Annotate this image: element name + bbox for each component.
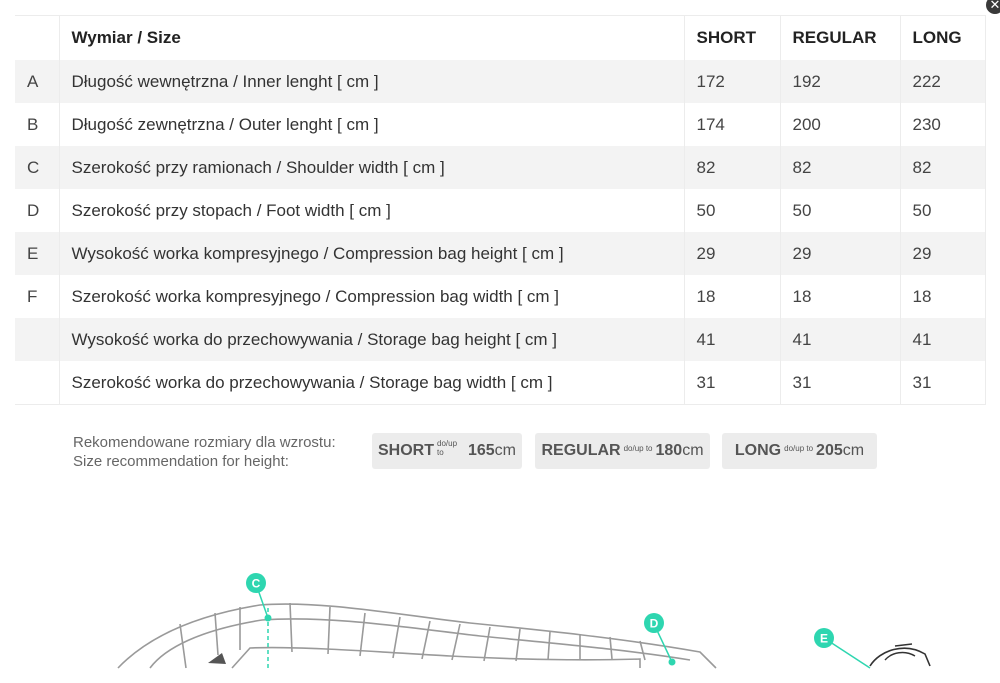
table-row [15,103,985,146]
row-label: Długość wewnętrzna / Inner lenght [ cm ] [59,60,684,103]
size-table [15,15,986,405]
chip-unit: cm [682,442,704,459]
cell-short: 50 [684,189,780,232]
recommendation-line-en: Size recommendation for height: [73,453,289,470]
marker-e-label: E [819,631,829,646]
cell-regular: 31 [780,361,900,405]
row-label: Długość zewnętrzna / Outer lenght [ cm ] [59,103,684,146]
table-row [15,60,985,103]
cell-long: 31 [900,361,985,405]
column-header-size: Wymiar / Size [59,16,684,61]
table-row [15,318,985,361]
table-header-row [15,16,985,61]
cell-regular: 50 [780,189,900,232]
cell-short: 172 [684,60,780,103]
chip-unit: cm [494,442,516,459]
chip-value: 180 [655,442,683,459]
cell-long: 18 [900,275,985,318]
table-row [15,232,985,275]
dimension-point-d [669,659,676,666]
table-row [15,275,985,318]
chip-size: LONG [734,442,782,459]
row-label: Szerokość przy ramionach / Shoulder width [ cm ] [59,146,684,189]
row-letter: A [15,60,59,103]
column-header-short: SHORT [684,16,780,61]
hood-patch [208,653,226,664]
chip-size: SHORT [378,442,434,459]
table-row [15,361,985,405]
row-label: Szerokość worka do przechowywania / Storage bag width [ cm ] [59,361,684,405]
cell-regular: 18 [780,275,900,318]
chip-unit: cm [842,442,865,459]
row-letter [15,318,59,361]
sleeping-bag-outline [118,603,716,668]
row-label: Wysokość worka do przechowywania / Storage bag height [ cm ] [59,318,684,361]
marker-d-label: D [649,616,659,631]
cell-regular: 192 [780,60,900,103]
chip-value: 165 [467,442,495,459]
cell-short: 18 [684,275,780,318]
cell-short: 31 [684,361,780,405]
row-letter: D [15,189,59,232]
row-letter: C [15,146,59,189]
compression-bag-straps [885,644,915,660]
cell-short: 29 [684,232,780,275]
table-row [15,146,985,189]
cell-regular: 82 [780,146,900,189]
compression-bag-outline [870,648,930,666]
size-recommendation-text [73,433,336,471]
cell-long: 50 [900,189,985,232]
cell-regular: 29 [780,232,900,275]
sleeping-bag-diagram [0,560,1000,683]
size-chip-short [372,433,522,469]
column-header [15,16,59,61]
chip-prefix: do/up to [437,439,458,457]
cell-long: 41 [900,318,985,361]
chip-value: 205 [816,442,843,459]
recommendation-line-pl: Rekomendowane rozmiary dla wzrostu: [73,434,336,451]
chip-prefix: do/up to [623,443,653,453]
row-label: Szerokość worka kompresyjnego / Compression bag width [ cm ] [59,275,684,318]
chip-size: REGULAR [541,442,621,459]
dimension-point-c [265,615,272,622]
table-row [15,189,985,232]
size-chip-long [722,433,877,469]
column-header-regular: REGULAR [780,16,900,61]
row-label: Szerokość przy stopach / Foot width [ cm ] [59,189,684,232]
close-icon[interactable]: ✕ [984,0,1000,16]
cell-short: 174 [684,103,780,146]
chip-prefix: do/up to [784,443,814,453]
row-label: Wysokość worka kompresyjnego / Compression bag height [ cm ] [59,232,684,275]
row-letter [15,361,59,405]
row-letter: E [15,232,59,275]
cell-long: 222 [900,60,985,103]
cell-short: 41 [684,318,780,361]
row-letter: B [15,103,59,146]
size-chip-regular [535,433,710,469]
cell-regular: 41 [780,318,900,361]
marker-c-label: C [251,576,261,591]
cell-long: 230 [900,103,985,146]
cell-long: 82 [900,146,985,189]
cell-long: 29 [900,232,985,275]
cell-short: 82 [684,146,780,189]
row-letter: F [15,275,59,318]
cell-regular: 200 [780,103,900,146]
column-header-long: LONG [900,16,985,61]
